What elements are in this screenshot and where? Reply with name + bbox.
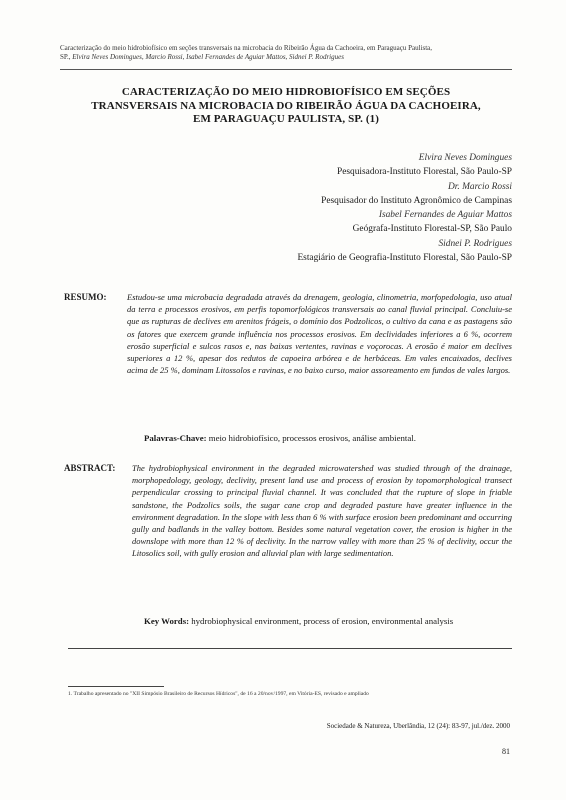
journal-citation: Sociedade & Natureza, Uberlândia, 12 (24): 83-97, jul./dez. 2000 xyxy=(326,722,510,730)
header-rule xyxy=(60,69,512,70)
running-head-authors: Elvira Neves Domingues, Marcio Rossi, Isabel Fernandes de Aguiar Mattos, Sidnei P. Rodrigues xyxy=(72,53,344,61)
section-rule xyxy=(68,648,512,649)
author-affiliation: Estagiário de Geografia-Instituto Florestal, São Paulo-SP xyxy=(297,253,512,264)
running-head-prefix: SP., xyxy=(60,53,73,61)
author-name: Dr. Marcio Rossi xyxy=(448,181,512,192)
author-name: Elvira Neves Domingues xyxy=(418,153,512,163)
page-number: 81 xyxy=(502,747,510,756)
author-affiliation: Pesquisador do Instituto Agronômico de Campinas xyxy=(321,195,512,206)
keywords-text: hydrobiophysical environment, process of erosion, environmental analysis xyxy=(189,616,454,626)
author-list xyxy=(212,151,512,265)
resumo-text: Estudou-se uma microbacia degradada através da drenagem, geologia, clinometria, morfopedologia, uso atual da terra e processos erosivos, em perfis topomorfológicos transversais ao canal fluvial principal. Concluiu-se que as rupturas de declives em arenitos frágeis, o domínio dos Podzolicos, o cultivo da cana e as pastagens são os fatores que exercem grande influência nos processos erosivos. Em declividades inferiores a 6 %, ocorrem erosão superficial e sulcos rasos e, nas baixas vertentes, ravinas e voçorocas. A erosão é maior em declives superiores a 12 %, apesar dos redutos de capoeira arbórea e de herbáceas. Em vales encaixados, declives acima de 25 %, dominam Litossolos e ravinas, e no baixo curso, maior assoreamento em fundos de vales largos. xyxy=(127,292,512,376)
running-head-line: Caracterização do meio hidrobiofísico em seções transversais na microbacia do Ribeirão Água da Cachoeira, em Paraguaçu Paulista, xyxy=(60,44,433,52)
footnote-rule xyxy=(68,686,164,687)
resumo-keywords xyxy=(144,432,416,444)
author-affiliation: Pesquisadora-Instituto Florestal, São Paulo-SP xyxy=(337,167,512,178)
running-head xyxy=(60,44,520,62)
abstract-label: ABSTRACT: xyxy=(64,463,116,473)
title-line: TRANSVERSAIS NA MICROBACIA DO RIBEIRÃO ÁGUA DA CACHOEIRA, xyxy=(91,99,481,112)
footnote: 1. Trabalho apresentado no "XII Simpósio Brasileiro de Recursos Hídricos", de 16 a 20/nov/1997, em Vitória-ES, revisado e ampliado xyxy=(68,691,369,697)
paper-title xyxy=(60,86,512,127)
title-line: EM PARAGUAÇU PAULISTA, SP. (1) xyxy=(193,113,379,125)
keywords-label: Palavras-Chave: xyxy=(144,433,207,443)
title-line: CARACTERIZAÇÃO DO MEIO HIDROBIOFÍSICO EM SEÇÕES xyxy=(121,86,451,98)
author-affiliation: Geógrafa-Instituto Florestal-SP, São Paulo xyxy=(352,224,512,235)
running-head-line xyxy=(60,53,520,62)
resumo-label: RESUMO: xyxy=(64,292,107,302)
abstract-keywords xyxy=(144,615,453,627)
abstract-text: The hydrobiophysical environment in the degraded microwatershed was studied through of the drainage, morphopedology, geology, declivity, present land use and process of erosion by topomorphological transect perpendicular crossing to principal fluvial channel. It was concluded that the rupture of slope in friable sandstone, the Podzolics soils, the sugar cane crop and degraded pasture have greater influence in the environment degradation. In the slope with less than 6 % with surface erosion been predominant and occurring gully and badlands in the valley bottom. Besides some natural vegetation cover, the erosion is higher in the downslope with more than 12 % of declivity. In the narrow valley with more than 25 % of declivity, occur the Litosolics soil, with gully erosion and alluvial plan with large sedimentation. xyxy=(132,463,512,559)
author-name: Isabel Fernandes de Aguiar Mattos xyxy=(378,210,512,221)
author-name: Sidnei P. Rodrigues xyxy=(438,238,512,249)
keywords-label: Key Words: xyxy=(144,616,190,626)
keywords-text: meio hidrobiofísico, processos erosivos, análise ambiental. xyxy=(206,433,416,443)
